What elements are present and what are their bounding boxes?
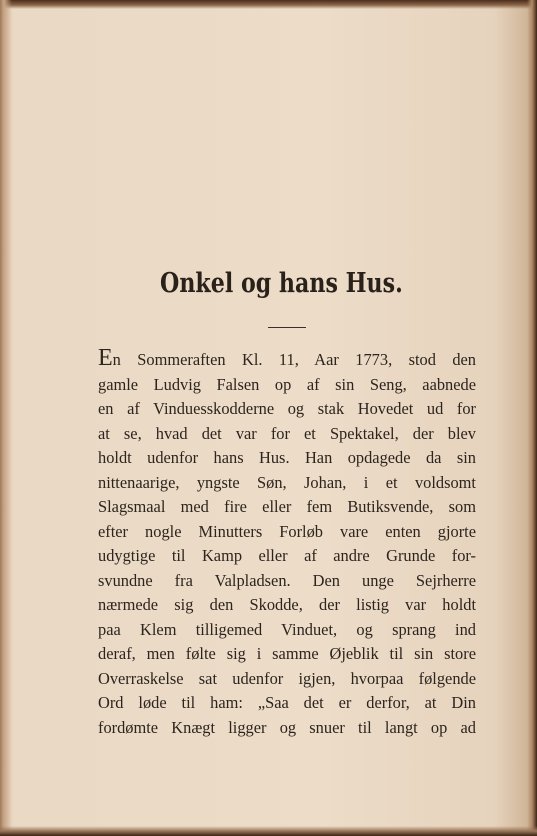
text-line-11: nærmede sig den Skodde, der listig var holdt <box>98 595 476 614</box>
text-line-12: paa Klem tilligemed Vinduet, og sprang ind <box>98 619 476 639</box>
page-top-edge <box>0 0 537 9</box>
text-line-3: en af Vinduesskodderne og stak Hovedet ud for <box>98 399 476 418</box>
text-line-5: holdt udenfor hans Hus. Han opdagede da sin <box>98 448 476 467</box>
first-line-text: n Sommeraften Kl. 11, Aar 1773, stod den <box>112 350 476 369</box>
page-bottom-edge <box>0 826 537 836</box>
text-line-16: fordømte Knægt ligger og snuer til langt op ad <box>98 717 476 737</box>
drop-cap: E <box>98 345 113 371</box>
page-left-edge <box>0 0 12 836</box>
text-line-10: svundne fra Valpladsen. Den unge Sejrherre <box>98 570 476 590</box>
text-line-15: Ord løde til ham: „Saa det er derfor, at Din <box>98 693 476 712</box>
text-line-13: deraf, men følte sig i samme Øjeblik til sin store <box>98 644 476 663</box>
chapter-body <box>98 345 476 740</box>
text-line-6: nittenaarige, yngste Søn, Johan, i et voldsomt <box>98 472 476 492</box>
title-divider <box>268 327 306 328</box>
text-line-14: Overraskelse sat udenfor igjen, hvorpaa følgende <box>98 668 476 688</box>
text-line-7: Slagsmaal med fire eller fem Butiksvende, som <box>98 497 476 516</box>
chapter-title: Onkel og hans Hus. <box>160 268 403 299</box>
text-line-8: efter nogle Minutters Forløb vare enten gjorte <box>98 521 476 541</box>
text-line-9: udygtige til Kamp eller af andre Grunde for- <box>98 546 476 565</box>
page-right-edge <box>527 0 537 836</box>
text-line-1 <box>98 345 476 373</box>
text-line-2: gamle Ludvig Falsen op af sin Seng, aabnede <box>98 374 476 394</box>
text-line-4: at se, hvad det var for et Spektakel, der blev <box>98 423 476 443</box>
